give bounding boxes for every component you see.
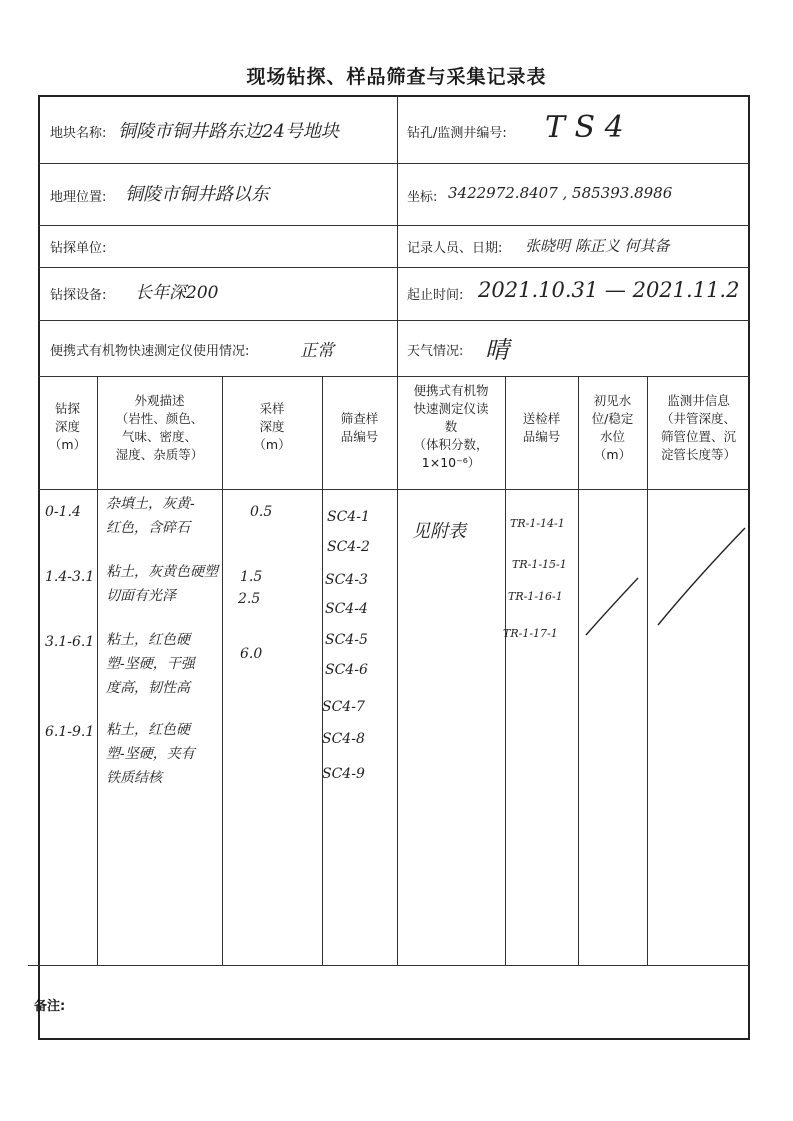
divider [578,376,579,965]
equipment-value: 长年深200 [135,283,219,303]
coord-value: 3422972.8407 , 585393.8986 [448,184,673,202]
description-cell: 粘土，红色硬 塑-坚硬，夹有 铁质结核 [106,722,195,786]
weather-label: 天气情况: [407,344,464,359]
depth-cell: 0-1.4 [45,504,81,520]
header-well-info: 监测井信息 （井管深度、 筛管位置、沉 淀管长度等） [660,393,736,462]
divider [397,95,398,376]
description-cell: 粘土，灰黄色硬塑 切面有光泽 [106,564,218,604]
lab-id-cell: TR-1-16-1 [508,590,563,603]
header-reading: 便携式有机物 快速测定仪读 数 （体积分数， 1×10⁻⁶） [413,383,489,470]
screen-id-cell: SC4-2 [327,539,370,555]
sample-depth-cell: 2.5 [238,591,261,607]
header-description: 外观描述 （岩性、颜色、 气味、密度、 湿度、杂质等） [115,393,204,462]
divider [322,376,323,965]
well-id-value: T S 4 [545,110,624,145]
well-id-label: 钻孔/监测井编号: [407,126,507,141]
form-title: 现场钻探、样品筛查与采集记录表 [246,66,547,88]
coord-label: 坐标: [407,190,438,205]
divider [38,376,750,377]
drill-unit-label: 钻探单位: [50,241,107,256]
description-cell: 杂填土，灰黄- 红色，含碎石 [106,496,195,536]
header-sample-depth: 采样 深度 （m） [253,401,291,452]
header-screen-id: 筛查样 品编号 [340,411,379,444]
screen-id-cell: SC4-4 [325,601,368,617]
description-cell: 粘土，红色硬 塑-坚硬，干强 度高，韧性高 [106,632,195,696]
divider [28,965,750,966]
divider [38,489,750,490]
lab-id-cell: TR-1-15-1 [512,558,567,571]
divider [38,320,750,321]
weather-value: 晴 [485,336,509,364]
header-depth: 钻探 深度 （m） [48,401,87,452]
reading-cell: 见附表 [412,521,466,542]
sample-depth-cell: 0.5 [250,504,273,520]
divider [647,376,648,965]
screen-id-cell: SC4-6 [325,662,368,678]
divider [38,225,750,226]
screen-id-cell: SC4-1 [327,509,370,525]
screen-id-cell: SC4-9 [322,766,365,782]
depth-cell: 1.4-3.1 [45,569,95,585]
time-value: 2021.10.31 — 2021.11.2 [478,278,740,302]
equipment-label: 钻探设备: [50,288,107,303]
screen-id-cell: SC4-7 [322,699,365,715]
divider [97,376,98,965]
screen-id-cell: SC4-3 [325,572,368,588]
plot-name-value: 铜陵市铜井路东边24号地块 [118,121,339,142]
divider [38,267,750,268]
sample-depth-cell: 1.5 [240,569,263,585]
not-applicable-slash [650,520,750,630]
divider [38,163,750,164]
plot-name-label: 地块名称: [50,126,107,141]
location-label: 地理位置: [50,190,107,205]
screen-id-cell: SC4-5 [325,632,368,648]
header-lab-id: 送检样 品编号 [522,411,561,444]
divider [505,376,506,965]
lab-id-cell: TR-1-17-1 [503,627,558,640]
divider [222,376,223,965]
location-value: 铜陵市铜井路以东 [125,184,269,205]
depth-cell: 3.1-6.1 [45,634,95,650]
remarks-label: 备注: [34,999,66,1014]
lab-id-cell: TR-1-14-1 [510,517,565,530]
instrument-value: 正常 [300,341,334,361]
sample-depth-cell: 6.0 [240,646,263,662]
recorder-label: 记录人员、日期: [407,241,503,256]
screen-id-cell: SC4-8 [322,731,365,747]
header-water-level: 初见水 位/稳定 水位 （m） [591,393,634,462]
time-label: 起止时间: [407,288,464,303]
not-applicable-slash [578,570,647,640]
recorder-value: 张晓明 陈正义 何其备 [525,237,670,255]
instrument-label: 便携式有机物快速测定仪使用情况: [50,344,250,359]
depth-cell: 6.1-9.1 [45,724,95,740]
